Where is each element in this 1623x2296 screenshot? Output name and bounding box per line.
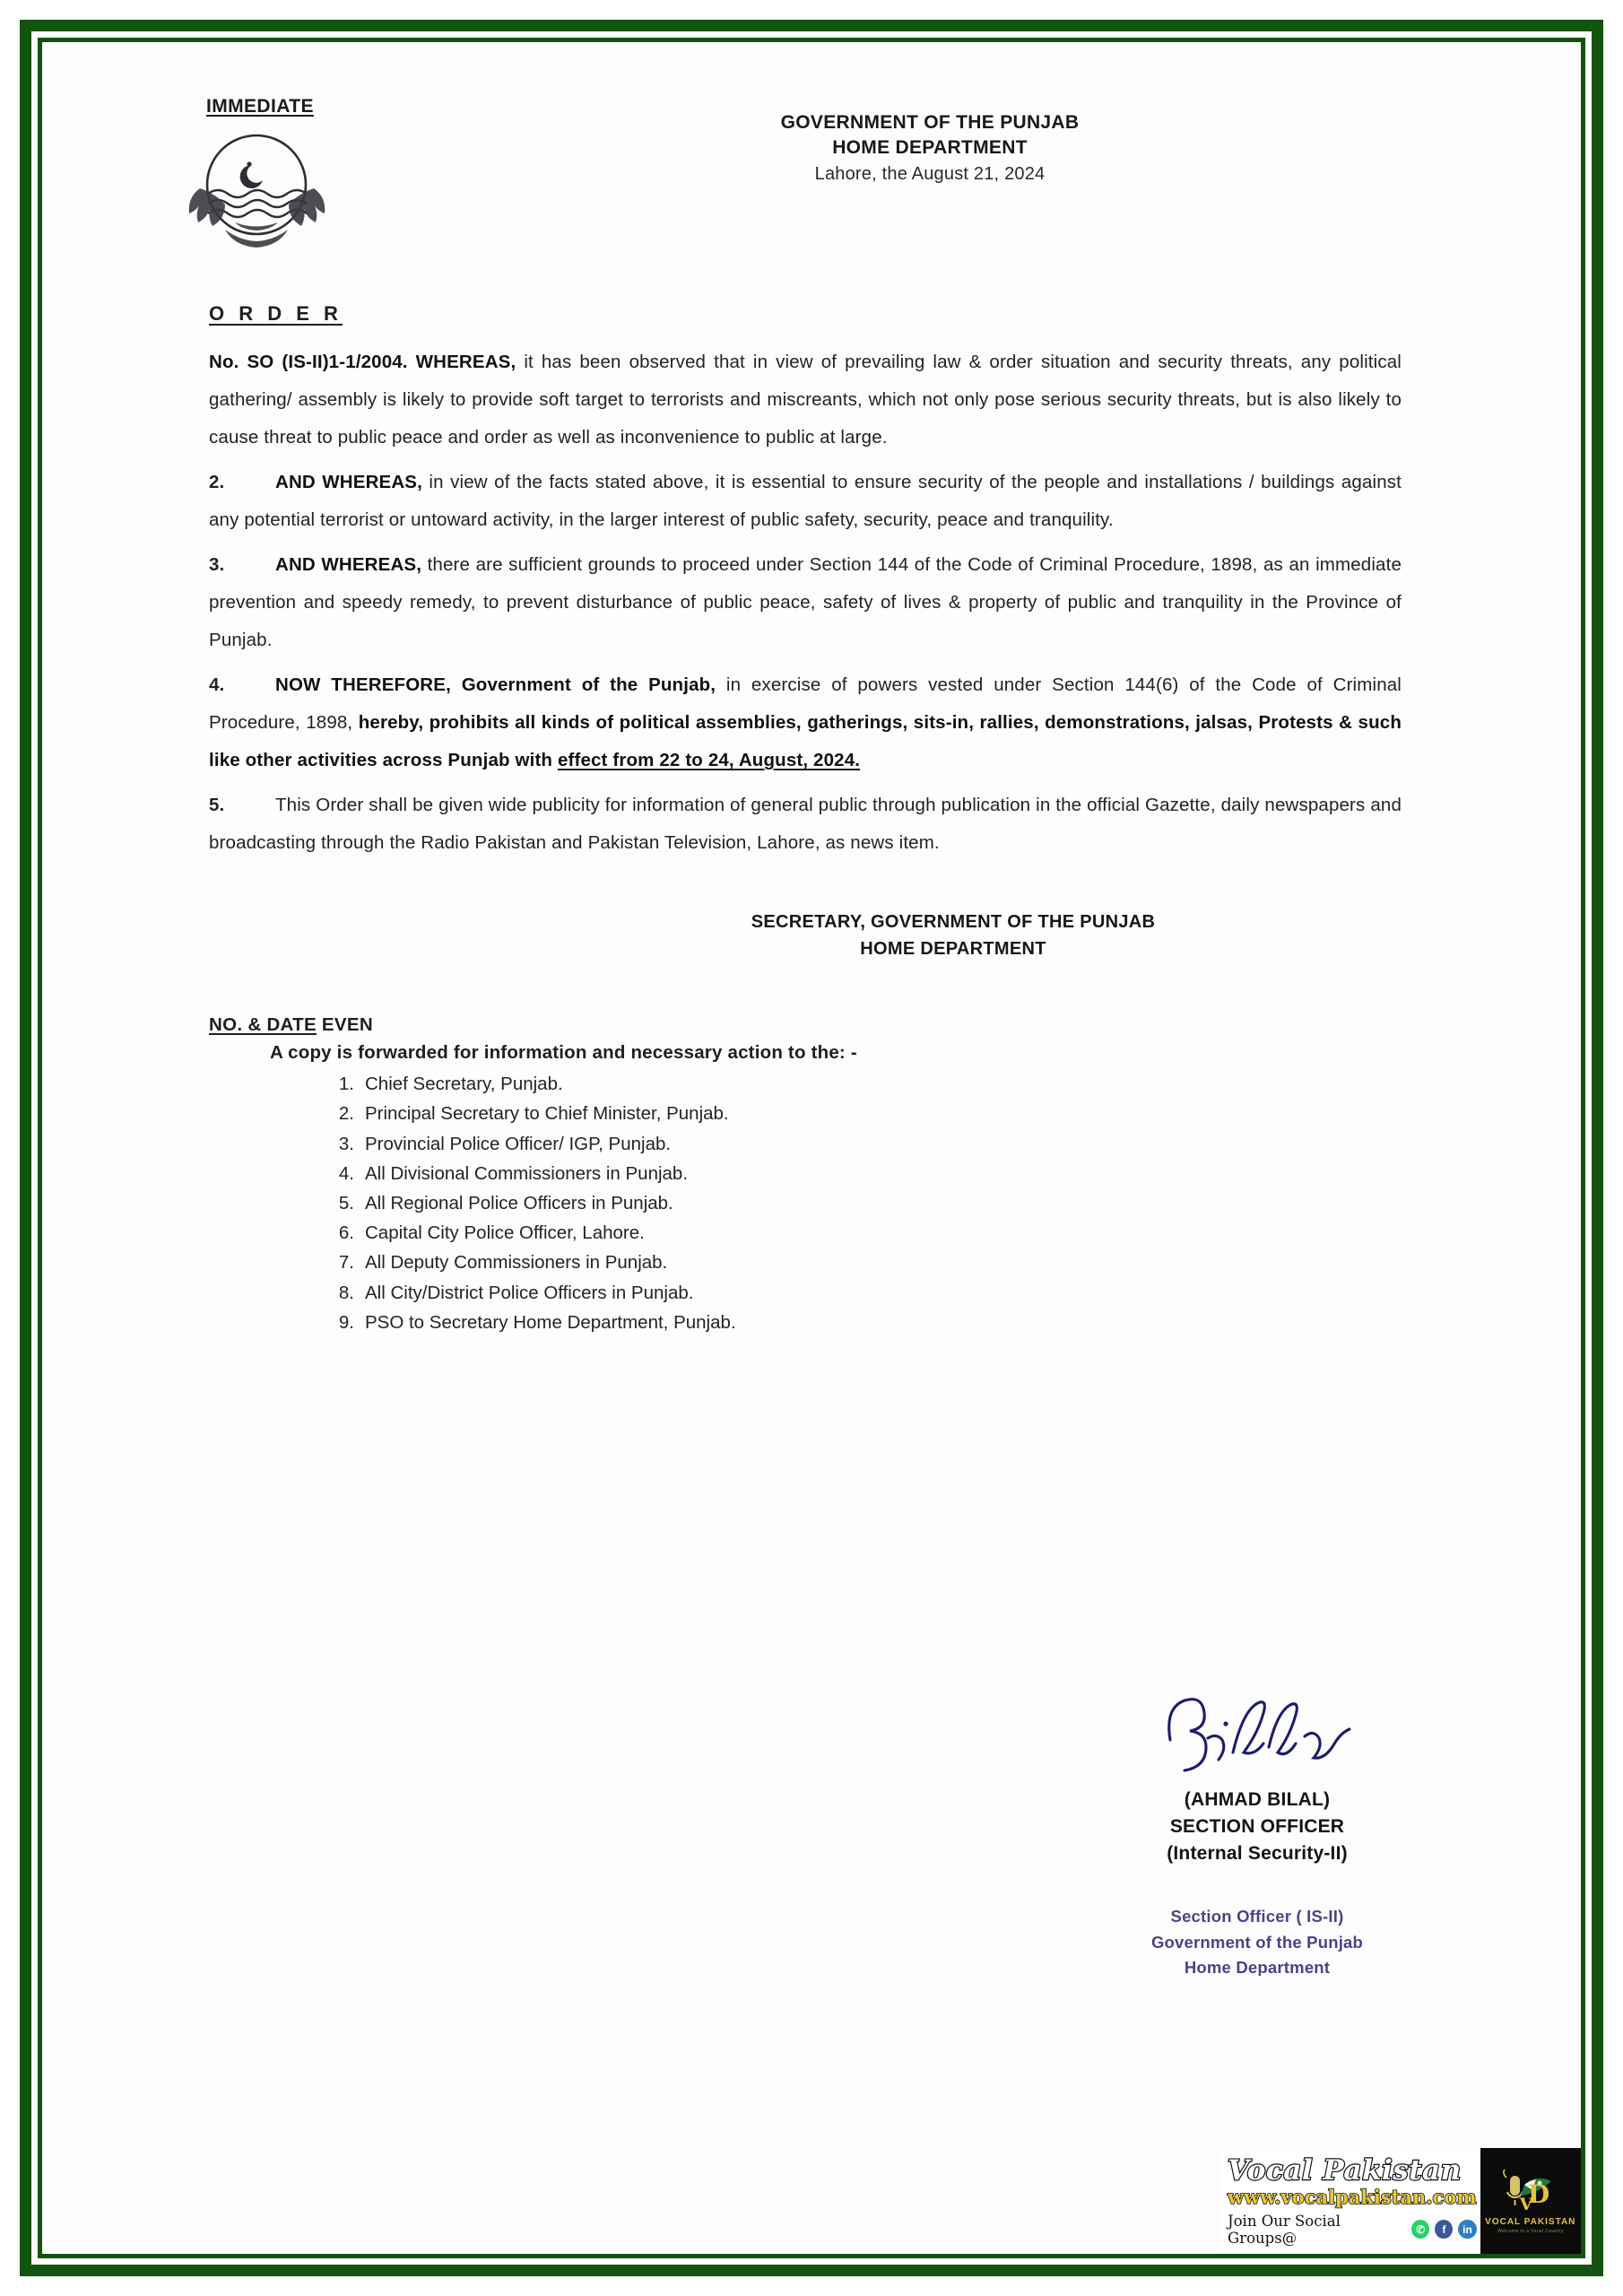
linkedin-icon[interactable]: in — [1458, 2220, 1476, 2239]
punjab-government-emblem-icon — [178, 126, 335, 260]
svg-text:V: V — [1519, 2194, 1533, 2214]
prohibition-effective-dates: effect from 22 to 24, August, 2024. — [557, 750, 861, 771]
footer-watermark-banner — [1220, 2148, 1581, 2254]
list-item — [317, 1129, 1402, 1159]
paragraph-2-lead: AND WHEREAS, — [275, 472, 422, 493]
place-and-date: Lahore, the August 21, 2024 — [814, 164, 1046, 185]
list-item-label: PSO to Secretary Home Department, Punjab. — [365, 1311, 736, 1333]
list-item — [317, 1248, 1402, 1277]
list-item-label: All Regional Police Officers in Punjab. — [365, 1193, 673, 1214]
list-item — [317, 1159, 1402, 1188]
order-heading: O R D E R — [209, 302, 343, 325]
handwritten-signature-icon — [1069, 1688, 1445, 1787]
paragraph-1-text: it has been observed that in view of prevailing law & order situation and security threats, any political gathering/ assembly is likely to provide soft target to terrorists and miscreants, which not only pose serious security threats, but is also likely to cause threat to public peace and order as well as inconvenience to public at large. — [209, 352, 1402, 448]
org-line-1: GOVERNMENT OF THE PUNJAB — [780, 112, 1080, 133]
paragraph-5 — [209, 787, 1402, 862]
list-item — [317, 1278, 1402, 1308]
stamp-line-1: Section Officer ( IS-II) — [1170, 1907, 1344, 1926]
svg-text:D: D — [1527, 2179, 1549, 2209]
paragraph-4 — [209, 666, 1402, 779]
paragraph-5-number: 5. — [209, 795, 225, 816]
list-item — [317, 1069, 1402, 1099]
document-body — [209, 302, 1402, 1337]
officer-name: (AHMAD BILAL) — [1184, 1789, 1331, 1810]
list-item — [317, 1099, 1402, 1128]
paragraph-3-number: 3. — [209, 554, 225, 576]
paragraph-3 — [209, 546, 1402, 659]
footer-brand-name: Vocal Pakistan — [1228, 2154, 1462, 2187]
distribution-list — [317, 1069, 1402, 1337]
officer-title: SECTION OFFICER — [1169, 1815, 1345, 1837]
whatsapp-icon[interactable]: ✆ — [1411, 2220, 1429, 2239]
stamp-line-2: Government of the Punjab — [1150, 1932, 1364, 1952]
paragraph-5-text: This Order shall be given wide publicity for information of general public through publication in the official Gazette, daily newspapers and broadcasting through the Radio Pakistan and Pakistan Television, Lahore, as news item. — [209, 795, 1402, 854]
secretary-line-2: HOME DEPARTMENT — [860, 939, 1046, 960]
distribution-heading — [209, 1014, 1402, 1036]
secretary-line-1: SECRETARY, GOVERNMENT OF THE PUNJAB — [751, 912, 1156, 933]
official-stamp — [1069, 1904, 1445, 1975]
facebook-icon[interactable]: f — [1435, 2220, 1453, 2239]
list-item-label: All Divisional Commissioners in Punjab. — [365, 1162, 689, 1184]
document-header — [42, 76, 1581, 291]
logo-monogram-icon — [1497, 2169, 1564, 2215]
distribution-section — [209, 1014, 1402, 1337]
list-item-index: 9. — [338, 1311, 354, 1333]
border-outer — [20, 20, 1603, 2276]
paragraph-3-lead: AND WHEREAS, — [275, 554, 422, 576]
paragraph-2-text: in view of the facts stated above, it is essential to ensure security of the people and installations / buildings against any potential terrorist or untoward activity, in the larger interest of public safety, security, peace and tranquility. — [209, 472, 1402, 531]
list-item-label: All City/District Police Officers in Punjab. — [365, 1282, 694, 1303]
paragraph-4-number: 4. — [209, 674, 225, 696]
list-item-label: Chief Secretary, Punjab. — [365, 1074, 563, 1095]
list-item-label: Provincial Police Officer/ IGP, Punjab. — [365, 1133, 672, 1154]
distribution-heading-underlined: NO. & DATE — [209, 1014, 317, 1036]
list-item-label: All Deputy Commissioners in Punjab. — [365, 1252, 668, 1274]
paragraph-1 — [209, 344, 1402, 457]
list-item-label: Capital City Police Officer, Lahore. — [365, 1222, 645, 1244]
paragraph-2-number: 2. — [209, 472, 225, 493]
distribution-heading-plain: EVEN — [316, 1014, 373, 1036]
list-item-index: 5. — [338, 1193, 354, 1214]
paragraph-2 — [209, 464, 1402, 539]
distribution-subheading: A copy is forwarded for information and necessary action to the: - — [270, 1042, 857, 1064]
officer-section: (Internal Security-II) — [1167, 1842, 1348, 1864]
list-item-index: 3. — [338, 1133, 354, 1154]
officer-signature-block — [1069, 1688, 1445, 1976]
footer-text-group — [1220, 2148, 1480, 2254]
list-item-index: 2. — [338, 1103, 354, 1125]
list-item — [317, 1308, 1402, 1337]
secretary-signature-block — [209, 909, 1402, 962]
stamp-line-3: Home Department — [1184, 1957, 1331, 1976]
paragraph-4-prohibition: hereby, prohibits all kinds of political assemblies, gatherings, sits-in, rallies, demonstrations, jalsas, Protests & such like other activities across Punjab with — [209, 712, 1402, 771]
footer-join-label: Join Our Social Groups@ — [1228, 2212, 1341, 2247]
vocal-pakistan-logo — [1480, 2148, 1581, 2254]
document-sheet — [42, 42, 1581, 2254]
list-item — [317, 1218, 1402, 1248]
list-item-index: 8. — [338, 1282, 354, 1303]
list-item-index: 6. — [338, 1222, 354, 1244]
paragraph-4-middle: in exercise of powers vested under Section 144(6) of the Code of Criminal Procedure, 1898, — [209, 674, 1402, 734]
list-item — [317, 1188, 1402, 1218]
list-item-index: 4. — [338, 1162, 354, 1184]
footer-website-url[interactable]: www.vocalpakistan.com — [1228, 2186, 1477, 2209]
list-item-label: Principal Secretary to Chief Minister, Punjab. — [365, 1103, 729, 1125]
paragraph-4-lead: NOW THEREFORE, Government of the Punjab, — [275, 674, 716, 696]
priority-label: IMMEDIATE — [206, 96, 314, 117]
border-inner — [38, 38, 1585, 2258]
issuing-authority — [616, 110, 1244, 185]
list-item-index: 1. — [338, 1074, 354, 1095]
order-reference-number: No. SO (IS-II)1-1/2004. WHEREAS, — [209, 352, 516, 372]
paragraph-3-text: there are sufficient grounds to proceed under Section 144 of the Code of Criminal Procedure, 1898, as an immediate prevention and speedy remedy, to prevent disturbance of public peace, safety of lives & property of public and tranquility in the Province of Punjab. — [209, 554, 1402, 651]
org-line-2: HOME DEPARTMENT — [832, 136, 1028, 158]
logo-tagline: Welcome to a Vocal Country — [1497, 2228, 1564, 2234]
footer-social-row — [1228, 2213, 1477, 2247]
list-item-index: 7. — [338, 1252, 354, 1274]
logo-name: VOCAL PAKISTAN — [1485, 2216, 1576, 2227]
